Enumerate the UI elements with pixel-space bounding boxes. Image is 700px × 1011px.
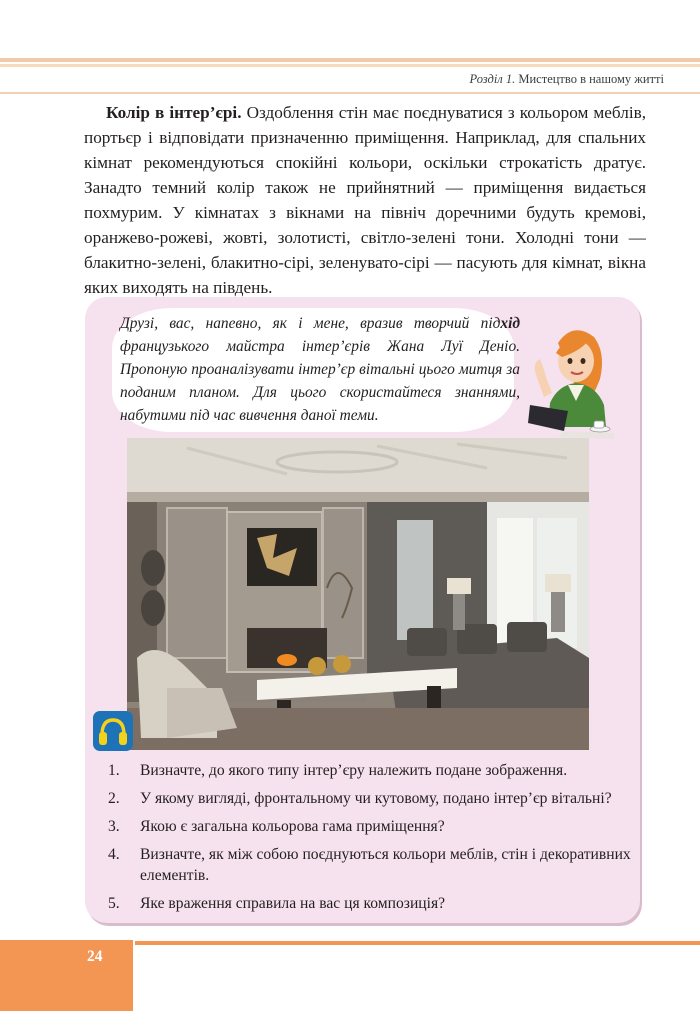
- question-list: [96, 760, 636, 921]
- speech-text: [120, 312, 520, 427]
- page-number: 24: [87, 948, 103, 965]
- headphones-icon: [93, 711, 133, 751]
- question-text: У якому вигляді, фронтальному чи кутовому, подано інтер’єр вітальні?: [140, 790, 612, 807]
- footer-block: [0, 940, 133, 1011]
- question-item: [96, 893, 636, 914]
- question-number: 1.: [108, 762, 120, 779]
- header-rule: [0, 92, 700, 94]
- section-label: Розділ 1.: [469, 72, 516, 86]
- question-number: 3.: [108, 818, 120, 835]
- girl-with-laptop-illustration: [528, 323, 620, 441]
- question-text: Визначте, до якого типу інтер’єру належить подане зображення.: [140, 762, 568, 779]
- question-number: 2.: [108, 790, 120, 807]
- question-item: [96, 816, 636, 837]
- paragraph-lead: Колір в інтер’єрі.: [106, 103, 242, 122]
- footer-rule: [135, 941, 700, 945]
- audio-button[interactable]: [93, 711, 133, 751]
- section-title: Мистецтво в нашому житті: [518, 72, 664, 86]
- speech-part1: Друзі, вас, напевно, як і мене, вразив творчий під: [120, 315, 501, 332]
- question-text: Визначте, як між собою поєднуються кольори меблів, стін і декоративних елементів.: [140, 846, 631, 884]
- question-item: [96, 760, 636, 781]
- question-number: 5.: [108, 895, 120, 912]
- header-band: [0, 58, 700, 62]
- question-number: 4.: [108, 846, 120, 863]
- speech-part2: французького майстра інтер’єрів Жана Луї Деніо. Пропоную проаналізувати інтер’єр вітальні цього митця за поданим планом. Для цього скористайтеся знаннями, набутими під час вивчення даної теми.: [120, 338, 520, 424]
- question-text: Яке враження справила на вас ця композиція?: [140, 895, 446, 912]
- running-head: [470, 72, 664, 87]
- living-room-photo: [127, 438, 589, 750]
- question-item: [96, 844, 636, 886]
- header-band-light: [0, 64, 700, 67]
- question-text: Якою є загальна кольорова гама приміщення?: [140, 818, 445, 835]
- paragraph-text: Оздоблення стін має поєднуватися з кольором меблів, портьєр і відповідати призначенню приміщення. Наприклад, для спальних кімнат рекомендуються спокійні кольори, оскільки строкатість дратує. Занадто темний колір також не прийнятний — приміщення видається похмурим. У кімнатах з вікнами на північ доречними будуть кремові, оранжево-рожеві, жовті, золотисті, світло-зелені тони. Холодні тони — блакитно-зелені, блакитно-сірі, зеленувато-сірі — пасують для кімнат, вікна яких виходять на південь.: [84, 103, 647, 297]
- body-paragraph: [84, 100, 646, 300]
- speech-bold: хід: [500, 315, 520, 332]
- question-item: [96, 788, 636, 809]
